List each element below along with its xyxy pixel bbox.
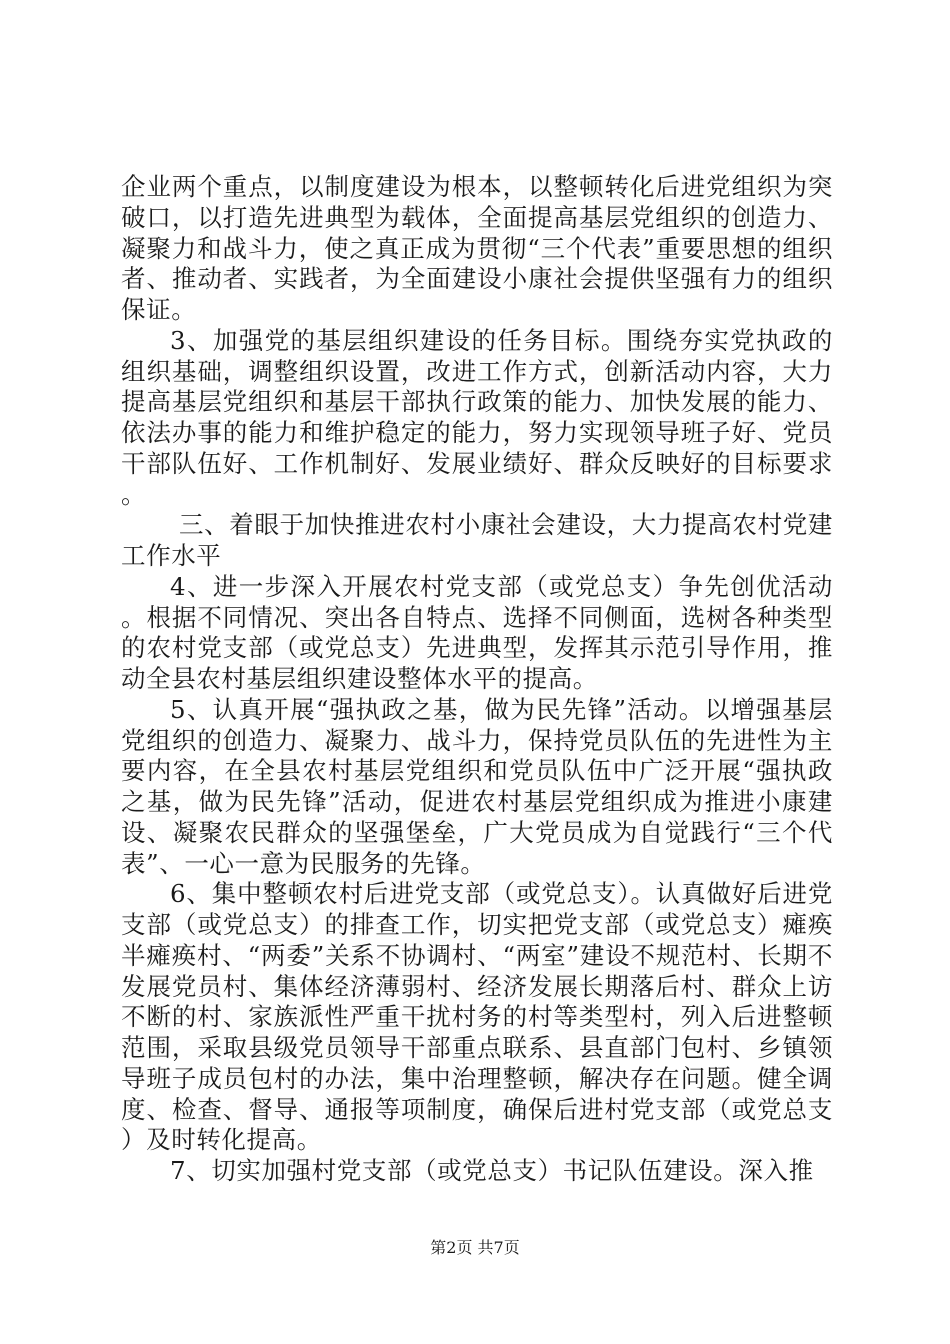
paragraph-continuation: 企业两个重点，以制度建设为根本，以整顿转化后进党组织为突破口，以打造先进典型为载体，全面提高基层党组织的创造力、凝聚力和战斗力，使之真正成为贯彻“三个代表”重要思想的组织者、推动者、实践者，为全面建设小康社会提供坚强有力的组织保证。 bbox=[121, 172, 833, 324]
paragraph-item-3: 3、加强党的基层组织建设的任务目标。围绕夯实党执政的组织基础，调整组织设置，改进工作方式，创新活动内容，大力提高基层党组织和基层干部执行政策的能力、加快发展的能力、依法办事的能力和维护稳定的能力，努力实现领导班子好、党员干部队伍好、工作机制好、发展业绩好、群众反映好的目标要求。 bbox=[121, 325, 833, 509]
paragraph-item-5: 5、认真开展“强执政之基，做为民先锋”活动。以增强基层党组织的创造力、凝聚力、战斗力，保持党员队伍的先进性为主要内容，在全县农村基层党组织和党员队伍中广泛开展“强执政之基，做为民先锋”活动，促进农村基层党组织成为推进小康建设、凝聚农民群众的坚强堡垒，广大党员成为自觉践行“三个代表”、一心一意为民服务的先锋。 bbox=[121, 694, 833, 878]
paragraph-item-6: 6、集中整顿农村后进党支部（或党总支）。认真做好后进党支部（或党总支）的排查工作，切实把党支部（或党总支）瘫痪半瘫痪村、“两委”关系不协调村、“两室”建设不规范村、长期不发展党员村、集体经济薄弱村、经济发展长期落后村、群众上访不断的村、家族派性严重干扰村务的村等类型村，列入后进整顿范围，采取县级党员领导干部重点联系、县直部门包村、乡镇领导班子成员包村的办法，集中治理整顿，解决存在问题。健全调度、检查、督导、通报等项制度，确保后进村党支部（或党总支）及时转化提高。 bbox=[121, 879, 833, 1155]
paragraph-item-4: 4、进一步深入开展农村党支部（或党总支）争先创优活动。根据不同情况、突出各自特点、选择不同侧面，选树各种类型的农村党支部（或党总支）先进典型，发挥其示范引导作用，推动全县农村基层组织建设整体水平的提高。 bbox=[121, 571, 833, 693]
page-number: 第2页 共7页 bbox=[430, 1238, 520, 1257]
section-heading-3: 三、着眼于加快推进农村小康社会建设，大力提高农村党建工作水平 bbox=[121, 510, 833, 570]
document-body bbox=[121, 172, 833, 1187]
paragraph-item-7: 7、切实加强村党支部（或党总支）书记队伍建设。深入推 bbox=[170, 1156, 814, 1185]
page-footer bbox=[0, 1238, 950, 1258]
